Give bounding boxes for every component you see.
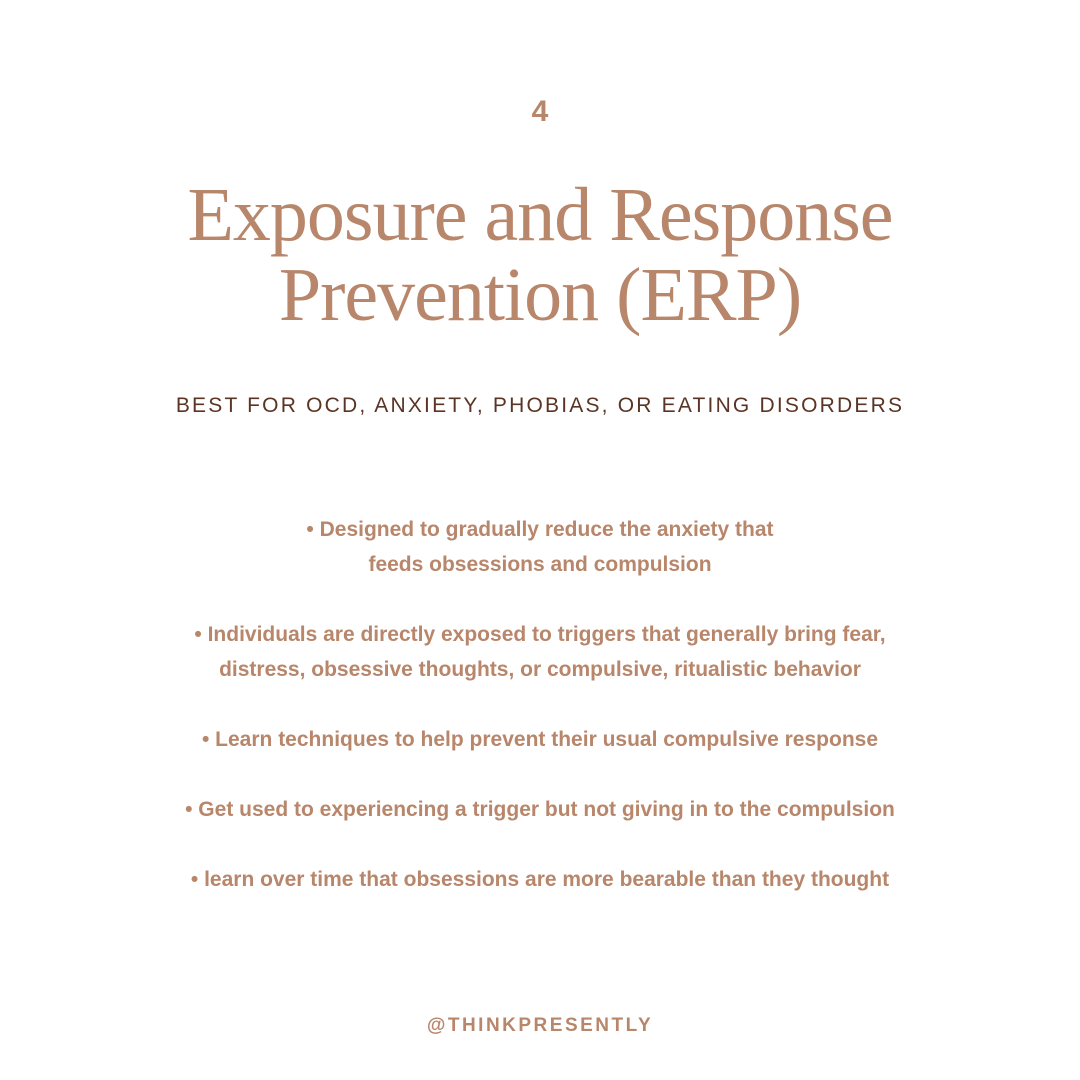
bullet-line: • Designed to gradually reduce the anxiety that	[306, 518, 774, 541]
bullet-line: distress, obsessive thoughts, or compulsive, ritualistic behavior	[219, 658, 861, 681]
social-handle: @THINKPRESENTLY	[426, 1015, 654, 1036]
bullet-line: feeds obsessions and compulsion	[368, 553, 712, 576]
bullet-item	[90, 792, 990, 827]
step-number: 4	[531, 95, 549, 128]
bullet-item	[90, 722, 990, 757]
title-line-2: Prevention (ERP)	[278, 253, 802, 337]
bullet-item	[90, 862, 990, 897]
title-line-1: Exposure and Response	[187, 173, 893, 257]
bullet-item	[90, 512, 990, 582]
page-title	[0, 175, 1080, 335]
bullet-line: • Individuals are directly exposed to triggers that generally bring fear,	[194, 623, 886, 646]
bullet-item	[90, 617, 990, 687]
bullet-line: • learn over time that obsessions are more bearable than they thought	[190, 868, 890, 891]
subtitle: BEST FOR OCD, ANXIETY, PHOBIAS, OR EATING DISORDERS	[175, 394, 905, 417]
bullet-line: • Get used to experiencing a trigger but not giving in to the compulsion	[185, 798, 895, 821]
bullet-list	[90, 512, 990, 932]
bullet-line: • Learn techniques to help prevent their usual compulsive response	[201, 728, 879, 751]
